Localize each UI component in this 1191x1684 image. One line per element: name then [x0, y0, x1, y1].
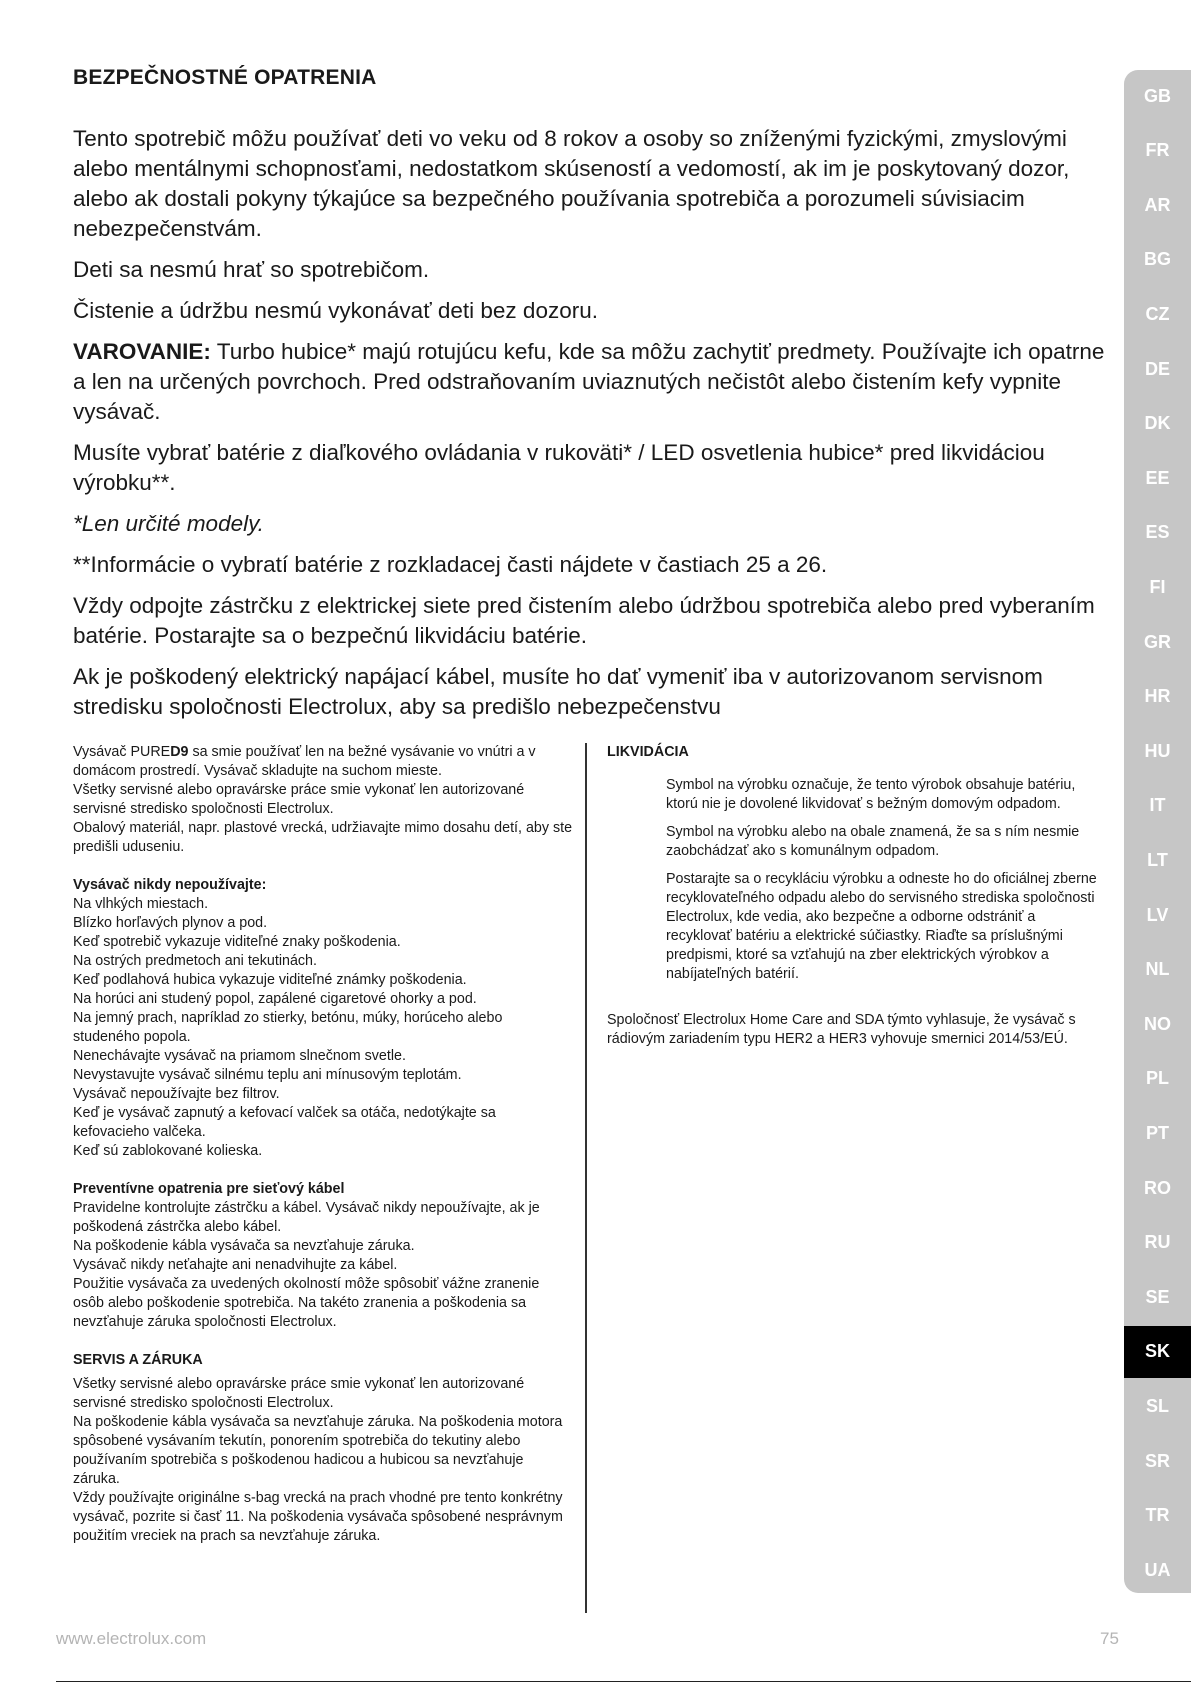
disposal-heading: LIKVIDÁCIA	[607, 744, 689, 760]
list-item: Keď je vysávač zapnutý a kefovací valček sa otáča, nedotýkajte sa kefovacieho valčeka.	[73, 1105, 496, 1140]
language-tabs	[1124, 70, 1191, 1593]
model-name: D9	[170, 744, 189, 760]
language-tab-hu[interactable]: HU	[1144, 740, 1171, 761]
list-item: Pravidelne kontrolujte zástrčku a kábel. Vysávač nikdy nepoužívajte, ak je poškodená zástrčka alebo kábel.	[73, 1200, 540, 1235]
language-tab-ee[interactable]: EE	[1145, 467, 1170, 488]
language-tab-no[interactable]: NO	[1144, 1013, 1171, 1034]
footer-rule	[56, 1681, 1191, 1682]
language-tab-pl[interactable]: PL	[1145, 1068, 1169, 1089]
warning-paragraph	[73, 337, 1113, 427]
models-note: *Len určité modely.	[73, 511, 264, 536]
usage-block	[73, 743, 573, 857]
language-tab-sr[interactable]: SR	[1144, 1450, 1170, 1471]
list-item: Nenechávajte vysávač na priamom slnečnom svetle.	[73, 1048, 406, 1064]
language-tab-cz[interactable]: CZ	[1145, 303, 1170, 324]
list-item: Vždy používajte originálne s-bag vrecká na prach vhodné pre tento konkrétny vysávač, pozrite si časť 11. Na poškodenia vysávača spôsobené nesprávnym použitím vreciek na prach sa nevzťahuje záruka.	[73, 1490, 563, 1544]
language-tab-se[interactable]: SE	[1145, 1286, 1170, 1307]
language-tab-sl[interactable]: SL	[1145, 1395, 1169, 1416]
language-tab-tr[interactable]: TR	[1145, 1505, 1170, 1526]
intro-paragraph: Musíte vybrať batérie z diaľkového ovládania v rukoväti* / LED osvetlenia hubice* pred likvidáciou výrobku**.	[73, 440, 1045, 495]
language-tab-hr[interactable]: HR	[1144, 686, 1171, 707]
list-item: Použitie vysávača za uvedených okolností môže spôsobiť vážne zranenie osôb alebo poškodenie spotrebiča. Na takéto zranenia a poškodenia sa nevzťahuje záruka spoločnosti Electrolux.	[73, 1276, 540, 1330]
usage-line: Obalový materiál, napr. plastové vrecká, udržiavajte mimo dosahu detí, aby ste predišli uduseniu.	[73, 820, 573, 855]
language-tab-gr[interactable]: GR	[1144, 631, 1171, 652]
list-item: Vysávač nepoužívajte bez filtrov.	[73, 1086, 280, 1102]
language-tab-fr[interactable]: FR	[1145, 140, 1170, 161]
service-block	[73, 1351, 573, 1546]
language-tab-ru[interactable]: RU	[1144, 1232, 1171, 1253]
disposal-paragraph: Symbol na výrobku alebo na obale znamená, že sa s ním nesmie zaobchádzať ako s komunálnym odpadom.	[666, 824, 1080, 859]
language-tab-ar[interactable]: AR	[1144, 194, 1171, 215]
list-item: Na ostrých predmetoch ani tekutinách.	[73, 953, 317, 969]
intro-paragraph: Ak je poškodený elektrický napájací kábel, musíte ho dať vymeniť iba v autorizovanom servisnom stredisku spoločnosti Electrolux, aby sa predišlo nebezpečenstvu	[73, 664, 1043, 719]
page-number: 75	[1100, 1629, 1119, 1648]
never-use-heading: Vysávač nikdy nepoužívajte:	[73, 877, 267, 893]
left-column	[73, 743, 573, 1565]
language-tab-es[interactable]: ES	[1145, 522, 1170, 543]
list-item: Keď podlahová hubica vykazuje viditeľné známky poškodenia.	[73, 972, 467, 988]
language-tab-pt[interactable]: PT	[1145, 1122, 1169, 1143]
language-tab-bg[interactable]: BG	[1144, 249, 1171, 270]
list-item: Keď spotrebič vykazuje viditeľné znaky poškodenia.	[73, 934, 401, 950]
list-item: Na jemný prach, napríklad zo stierky, betónu, múky, horúceho alebo studeného popola.	[73, 1010, 503, 1045]
language-tab-ua[interactable]: UA	[1144, 1559, 1171, 1580]
disposal-paragraph: Postarajte sa o recykláciu výrobku a odneste ho do oficiálnej zberne recyklovateľného odpadu alebo do servisného strediska spoločnosti Electrolux, kde vedia, ako bezpečne a odborne odstrániť a recyklovať batériu a elektrické súčiastky. Riaďte sa príslušnými predpismi, ktoré sa vzťahujú na zber elektrických výrobkov a nabíjateľných batérií.	[666, 871, 1097, 982]
language-tab-fi[interactable]: FI	[1149, 576, 1166, 597]
list-item: Nevystavujte vysávač silnému teplu ani mínusovým teplotám.	[73, 1067, 462, 1083]
list-item: Na poškodenie kábla vysávača sa nevzťahuje záruka.	[73, 1238, 415, 1254]
right-column	[607, 743, 1097, 1063]
cable-heading: Preventívne opatrenia pre sieťový kábel	[73, 1181, 345, 1197]
language-tab-lt[interactable]: LT	[1147, 849, 1168, 870]
language-tab-gb[interactable]: GB	[1144, 85, 1171, 106]
usage-line: Všetky servisné alebo opravárske práce smie vykonať len autorizované servisné stredisko spoločnosti Electrolux.	[73, 782, 525, 817]
intro-paragraph: **Informácie o vybratí batérie z rozkladacej časti nájdete v častiach 25 a 26.	[73, 552, 828, 577]
intro-paragraph: Deti sa nesmú hrať so spotrebičom.	[73, 257, 430, 282]
language-tab-de[interactable]: DE	[1144, 358, 1170, 379]
warning-label: VAROVANIE:	[73, 339, 211, 364]
warning-text: Turbo hubice* majú rotujúcu kefu, kde sa môžu zachytiť predmety. Používajte ich opatrne a len na určených povrchoch. Pred odstraňovaním uviaznutých nečistôt alebo čistením kefy vypnite vysávač.	[73, 339, 1105, 424]
list-item: Na vlhkých miestach.	[73, 896, 209, 912]
language-tab-sk[interactable]: SK	[1124, 1326, 1191, 1378]
footer-url[interactable]: www.electrolux.com	[56, 1629, 207, 1648]
language-tab-nl[interactable]: NL	[1145, 959, 1170, 980]
list-item: Vysávač nikdy neťahajte ani nenadvihujte za kábel.	[73, 1257, 398, 1273]
intro-paragraph: Čistenie a údržbu nesmú vykonávať deti bez dozoru.	[73, 298, 598, 323]
list-item: Na horúci ani studený popol, zapálené cigaretové ohorky a pod.	[73, 991, 477, 1007]
disposal-paragraph: Symbol na výrobku označuje, že tento výrobok obsahuje batériu, ktorú nie je dovolené likvidovať s bežným domovým odpadom.	[666, 777, 1076, 812]
language-tab-lv[interactable]: LV	[1146, 904, 1169, 925]
column-divider	[585, 743, 587, 1613]
list-item: Všetky servisné alebo opravárske práce smie vykonať len autorizované servisné stredisko spoločnosti Electrolux.	[73, 1376, 525, 1411]
safety-intro	[73, 124, 1113, 733]
never-use-block	[73, 876, 573, 1161]
usage-text: Vysávač PURED9 sa smie používať len na bežné vysávanie vo vnútri a v domácom prostredí. Vysávač skladujte na suchom mieste.	[73, 744, 536, 779]
cable-block	[73, 1180, 573, 1332]
intro-paragraph: Tento spotrebič môžu používať deti vo veku od 8 rokov a osoby so zníženými fyzickými, zmyslovými alebo mentálnymi schopnosťami, nedostatkom skúseností a vedomostí, ak im je poskytovaný dozor, alebo ak dostali pokyny týkajúce sa bezpečného používania spotrebiča a porozumeli súvisiacim nebezpečenstvám.	[73, 126, 1070, 241]
list-item: Na poškodenie kábla vysávača sa nevzťahuje záruka. Na poškodenia motora spôsobené vysávaním tekutín, ponorením spotrebiča do tekutiny alebo používaním spotrebiča s poškodenou hadicou a hubicou sa nevzťahuje záruka.	[73, 1414, 563, 1487]
intro-paragraph: Vždy odpojte zástrčku z elektrickej siete pred čistením alebo údržbou spotrebiča alebo pred vyberaním batérie. Postarajte sa o bezpečnú likvidáciu batérie.	[73, 593, 1095, 648]
conformity-declaration: Spoločnosť Electrolux Home Care and SDA týmto vyhlasuje, že vysávač s rádiovým zariadením typu HER2 a HER3 vyhovuje smernici 2014/53/EÚ.	[607, 1012, 1076, 1047]
language-tab-dk[interactable]: DK	[1144, 413, 1171, 434]
list-item: Keď sú zablokované kolieska.	[73, 1143, 263, 1159]
language-tab-ro[interactable]: RO	[1144, 1177, 1171, 1198]
page-title: BEZPEČNOSTNÉ OPATRENIA	[73, 66, 377, 89]
service-heading: SERVIS A ZÁRUKA	[73, 1352, 203, 1368]
list-item: Blízko horľavých plynov a pod.	[73, 915, 268, 931]
language-tab-it[interactable]: IT	[1149, 795, 1166, 816]
